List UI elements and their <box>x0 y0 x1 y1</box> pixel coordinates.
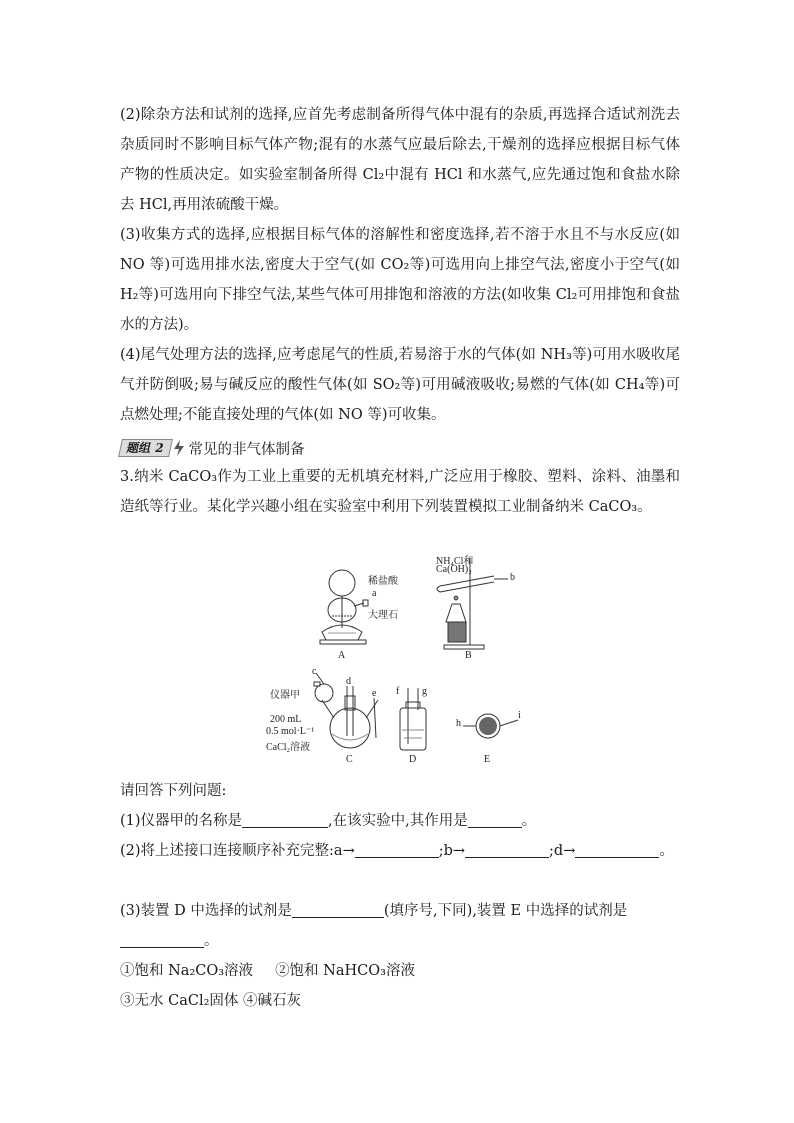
q2-text-d: 。 <box>659 843 674 859</box>
q2-text-b: ;b→ <box>438 843 466 859</box>
lightning-icon <box>172 439 186 457</box>
fig-c-label: C <box>346 754 353 765</box>
q2-text-c: ;d→ <box>549 843 576 859</box>
fig-c-port-d: d <box>346 676 351 687</box>
option-1: ①饱和 Na₂CO₃溶液 <box>120 963 254 979</box>
apparatus-a <box>320 570 368 644</box>
fig-e-port-h: h <box>456 718 461 729</box>
fig-a-reagent-top: 稀盐酸 <box>368 576 398 587</box>
fig-a-reagent-bottom: 大理石 <box>368 610 398 621</box>
options-row-2: ③无水 CaCl₂固体 ④碱石灰 <box>120 993 302 1009</box>
q3-text-c: 。 <box>204 933 219 949</box>
questions-block <box>120 776 680 866</box>
q3-blank-2[interactable] <box>120 931 204 948</box>
fig-c-port-e: e <box>372 688 377 699</box>
paragraph-3: (3)收集方式的选择,应根据目标气体的溶解性和密度选择,若不溶于水且不与水反应(如 NO 等)可选用排水法,密度大于空气(如 CO₂等)可选用向上排空气法,密度小于空气(如 H₂等)可选用向下排空气法,某些气体可用排饱和溶液的方法(如收集 Cl₂可用排饱和食盐水的方法)。 <box>120 227 680 333</box>
question-3-cont <box>120 926 680 956</box>
q3-blank-1[interactable] <box>292 901 384 918</box>
q1-blank-2[interactable] <box>468 811 522 828</box>
q3-text-b: (填序号,下同),装置 E 中选择的试剂是 <box>383 903 628 919</box>
apparatus-figure <box>262 548 532 766</box>
fig-c-sol-2: 0.5 mol·L⁻¹ <box>266 726 315 737</box>
q2-blank-1[interactable] <box>355 841 439 858</box>
fig-a-label: A <box>338 650 346 661</box>
section-header <box>120 434 680 462</box>
apparatus-d <box>400 688 426 750</box>
section-tag: 题组 2 <box>118 439 172 457</box>
fig-c-instrument: 仪器甲 <box>270 690 300 701</box>
fig-d-label: D <box>409 754 417 765</box>
q1-text-c: 。 <box>521 813 537 829</box>
fig-e-port-i: i <box>518 710 521 721</box>
q1-text-b: ,在该实验中,其作用是 <box>328 813 468 829</box>
fig-c-sol-3: CaCl₂溶液 <box>266 742 311 753</box>
question-2 <box>120 836 680 866</box>
q2-text-a: (2)将上述接口连接顺序补充完整:a→ <box>120 843 355 859</box>
apparatus-e <box>463 714 518 738</box>
q2-blank-2[interactable] <box>465 841 549 858</box>
fig-a-port: a <box>372 588 377 599</box>
fig-c-port-c: c <box>312 666 317 677</box>
options-row-1 <box>120 956 680 986</box>
document-page <box>120 100 680 522</box>
question-3 <box>120 896 680 926</box>
fig-d-port-g: g <box>422 686 427 697</box>
fig-c-sol-1: 200 mL <box>270 714 302 725</box>
question-1 <box>120 806 680 836</box>
paragraph-4: (4)尾气处理方法的选择,应考虑尾气的性质,若易溶于水的气体(如 NH₃等)可用水吸收尾气并防倒吸;易与碱反应的酸性气体(如 SO₂等)可用碱液吸收;易燃的气体(如 CH₄等)可点燃处理;不能直接处理的气体(如 NO 等)可收集。 <box>120 347 680 423</box>
q2-blank-3[interactable] <box>575 841 659 858</box>
q1-blank-1[interactable] <box>242 811 328 828</box>
question-prompt: 请回答下列问题: <box>120 783 227 799</box>
paragraph-2: (2)除杂方法和试剂的选择,应首先考虑制备所得气体中混有的杂质,再选择合适试剂洗去杂质同时不影响目标气体产物;混有的水蒸气应最后除去,干燥剂的选择应根据目标气体产物的性质决定。如实验室制备所得 Cl₂中混有 HCl 和水蒸气,应先通过饱和食盐水除去 HCl,再用浓硫酸干燥。 <box>120 107 680 213</box>
question-intro: 3.纳米 CaCO₃作为工业上重要的无机填充材料,广泛应用于橡胶、塑料、涂料、油墨和造纸等行业。某化学兴趣小组在实验室中利用下列装置模拟工业制备纳米 CaCO₃。 <box>120 469 680 515</box>
fig-b-reagent-1: NH₄Cl和 <box>436 556 474 567</box>
fig-b-reagent-2: Ca(OH)₂ <box>436 564 472 575</box>
fig-d-port-f: f <box>396 686 400 697</box>
question-3-block <box>120 896 680 1016</box>
fig-b-label: B <box>465 650 472 661</box>
fig-e-label: E <box>484 754 491 765</box>
section-title: 常见的非气体制备 <box>188 441 305 458</box>
q1-text-a: (1)仪器甲的名称是 <box>120 813 243 829</box>
fig-b-port: b <box>510 572 515 583</box>
q3-text-a: (3)装置 D 中选择的试剂是 <box>120 903 292 919</box>
option-2: ②饱和 NaHCO₃溶液 <box>275 963 415 979</box>
